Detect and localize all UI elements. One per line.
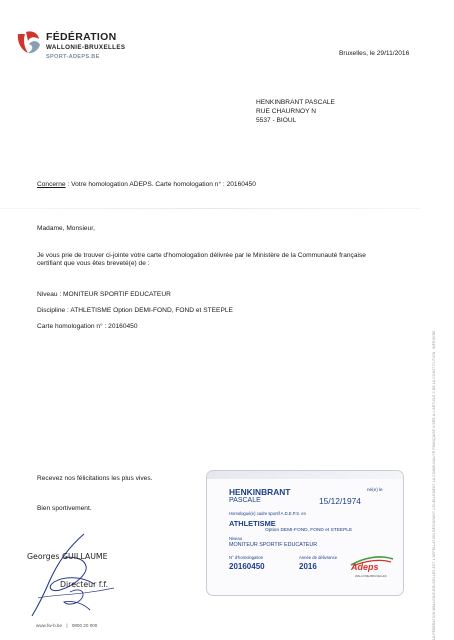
body-niveau: Niveau : MONITEUR SPORTIF EDUCATEUR bbox=[37, 291, 171, 298]
footer bbox=[36, 623, 97, 628]
card-option: Option DEMI-FOND, FOND et STEEPLE bbox=[265, 528, 353, 533]
closing-regards: Bien sportivement. bbox=[37, 505, 92, 512]
body-carte: Carte homologation n° : 20160450 bbox=[37, 323, 138, 330]
card-niveau: MONITEUR SPORTIF EDUCATEUR bbox=[229, 542, 318, 548]
card-niveau-label: Niveau bbox=[229, 536, 243, 541]
adeps-logo bbox=[347, 559, 397, 583]
side-legal-text: LA FÉDÉRATION WALLONIE-BRUXELLES EST L'APPELLATION DÉSIGNANT USUELLEMENT LA COMMUNAUTÉ FRANÇAISE VISÉE À L'ARTICLE 2 DE LA CONSTITUTION. IMPRIM'DE bbox=[432, 330, 436, 640]
footer-separator: | bbox=[66, 623, 68, 628]
card-number-label: N° d'homologation bbox=[229, 555, 264, 560]
subject-line bbox=[37, 181, 256, 189]
footer-phone: 0800 20 000 bbox=[71, 623, 98, 628]
adeps-logo-sub: WALLONIE-BRUXELLES bbox=[355, 574, 387, 578]
body-discipline: Discipline : ATHLETISME Option DEMI-FOND, FOND et STEEPLE bbox=[37, 307, 233, 314]
card-born-label: né(e) le bbox=[367, 487, 383, 492]
card-year-label: Année de délivrance bbox=[299, 555, 338, 560]
card-born-date: 15/12/1974 bbox=[319, 496, 361, 506]
org-subtitle: WALLONIE-BRUXELLES bbox=[46, 44, 126, 51]
org-logo bbox=[16, 28, 42, 56]
org-website: SPORT-ADEPS.BE bbox=[46, 54, 100, 60]
recipient-street: RUE CHAURNOY N bbox=[256, 108, 316, 115]
closing-congrats: Recevez nos félicitations les plus vives. bbox=[37, 475, 153, 482]
subject-label: Concerne bbox=[37, 181, 66, 188]
recipient-name: HENKINBRANT PASCALE bbox=[256, 99, 335, 106]
body-line-2: certifiant que vous êtes breveté(e) de : bbox=[37, 260, 150, 267]
card-surname: HENKINBRANT bbox=[229, 487, 291, 497]
signatory-name: Georges GUILLAUME bbox=[27, 552, 108, 561]
letter-date: Bruxelles, le 29/11/2016 bbox=[339, 50, 410, 57]
salutation: Madame, Monsieur, bbox=[37, 225, 95, 232]
card-firstname: PASCALE bbox=[229, 497, 261, 504]
recipient-city: 5537 - BIOUL bbox=[256, 117, 297, 124]
footer-site: www.fw-b.be bbox=[36, 623, 63, 628]
card-sport: ATHLETISME bbox=[229, 519, 276, 528]
adeps-logo-text: Adeps bbox=[351, 562, 379, 572]
card-number: 20160450 bbox=[229, 562, 265, 571]
fold-line bbox=[0, 208, 420, 209]
org-name: FÉDÉRATION bbox=[46, 31, 117, 43]
signature-scribble bbox=[24, 528, 134, 620]
subject-text: : Votre homologation ADEPS. Carte homologation n° : 20160450 bbox=[65, 181, 256, 188]
card-year: 2016 bbox=[299, 562, 317, 571]
body-line-1: Je vous prie de trouver ci-jointe votre carte d'homologation délivrée par le Ministère de la Communauté française bbox=[37, 252, 366, 259]
fwb-logo-icon bbox=[16, 28, 42, 56]
handwritten-signature-icon bbox=[24, 528, 134, 620]
signatory-title: Directeur f.f. bbox=[60, 580, 109, 589]
card-homolog-label: Homologué(e) cadre sportif A.D.E.P.S. en bbox=[229, 511, 306, 516]
homologation-card bbox=[206, 470, 404, 596]
card-top-stripe bbox=[207, 471, 403, 479]
